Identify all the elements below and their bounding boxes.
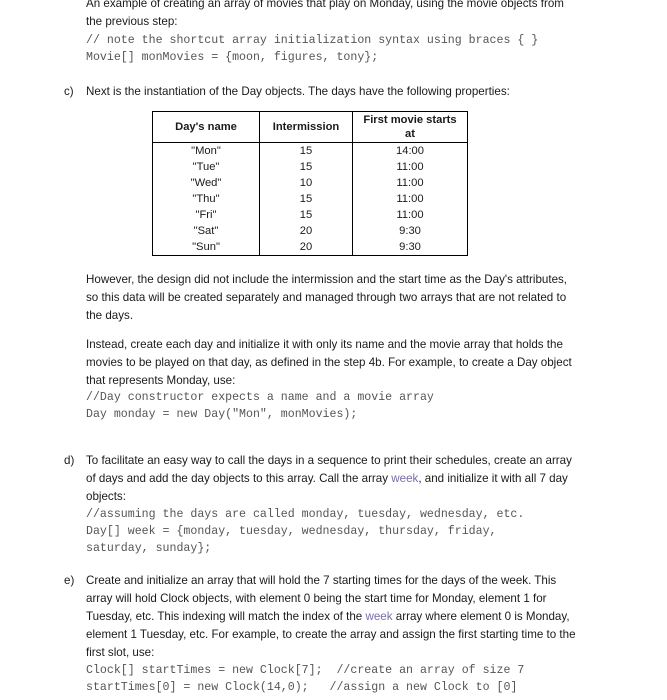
cell-day: "Tue" <box>153 159 260 175</box>
table-row <box>153 223 468 239</box>
cell-day: "Wed" <box>153 175 260 191</box>
cell-start: 9:30 <box>353 223 468 239</box>
section-e-line-3 <box>86 608 570 626</box>
para2-line-2: movies to be played on that day, as defined in the step 4b. For example, to create a Day object <box>86 356 572 369</box>
section-e-line-3-text: Tuesday, etc. This indexing will match the index of the <box>86 610 366 623</box>
section-e-line-3-end: array where element 0 is Monday, <box>392 610 570 623</box>
section-d-letter: d) <box>64 454 75 467</box>
section-d-line-1: To facilitate an easy way to call the days in a sequence to print their schedules, create an array <box>86 454 572 467</box>
cell-day: "Thu" <box>153 191 260 207</box>
section-d-code-3: saturday, sunday}; <box>86 542 212 555</box>
cell-intermission: 20 <box>260 239 353 256</box>
cell-day: "Sat" <box>153 223 260 239</box>
cell-start: 11:00 <box>353 159 468 175</box>
section-c-code-1: //Day constructor expects a name and a movie array <box>86 391 434 404</box>
section-c-code-2: Day monday = new Day("Mon", monMovies); <box>86 408 358 421</box>
week-keyword: week <box>391 472 419 485</box>
section-c-text: Next is the instantiation of the Day objects. The days have the following properties: <box>86 85 510 98</box>
cell-start: 11:00 <box>353 207 468 223</box>
cell-intermission: 15 <box>260 143 353 160</box>
section-c-letter: c) <box>64 85 74 98</box>
section-e-line-4: element 1 Tuesday, etc. For example, to create the array and assign the first starting time to the <box>86 628 576 641</box>
cell-day: "Fri" <box>153 207 260 223</box>
intro-code-2: Movie[] monMovies = {moon, figures, tony}; <box>86 51 379 64</box>
cell-start: 11:00 <box>353 175 468 191</box>
cell-start: 9:30 <box>353 239 468 256</box>
section-d-code-2: Day[] week = {monday, tuesday, wednesday, thursday, friday, <box>86 525 497 538</box>
cell-intermission: 15 <box>260 191 353 207</box>
section-d-line-3: objects: <box>86 490 126 503</box>
para1-line-3: the days. <box>86 309 134 322</box>
intro-line-1: An example of creating an array of movies that play on Monday, using the movie objects from <box>86 0 564 10</box>
para1-line-2: so this data will be created separately and managed through two arrays that are not related to <box>86 291 567 304</box>
header-day-name: Day's name <box>153 112 260 143</box>
table-row <box>153 191 468 207</box>
para1-line-1: However, the design did not include the intermission and the start time as the Day's attributes, <box>86 273 568 286</box>
section-e-code-1: Clock[] startTimes = new Clock[7]; //create an array of size 7 <box>86 664 525 677</box>
cell-day: "Sun" <box>153 239 260 256</box>
cell-intermission: 20 <box>260 223 353 239</box>
section-e-code-2: startTimes[0] = new Clock(14,0); //assign a new Clock to [0] <box>86 681 518 694</box>
header-intermission: Intermission <box>260 112 353 143</box>
table-row <box>153 239 468 256</box>
table-header-row <box>153 112 468 143</box>
section-d-line-2 <box>86 470 568 488</box>
para2-line-3: that represents Monday, use: <box>86 374 236 387</box>
table-row <box>153 143 468 160</box>
table-row <box>153 207 468 223</box>
intro-code-1: // note the shortcut array initialization syntax using braces { } <box>86 34 539 47</box>
section-e-letter: e) <box>64 574 75 587</box>
section-e-line-1: Create and initialize an array that will hold the 7 starting times for the days of the week. This <box>86 574 557 587</box>
cell-day: "Mon" <box>153 143 260 160</box>
cell-intermission: 15 <box>260 159 353 175</box>
header-first-movie: First movie starts at <box>353 112 468 143</box>
cell-intermission: 10 <box>260 175 353 191</box>
table-row <box>153 159 468 175</box>
section-e-line-5: first slot, use: <box>86 646 155 659</box>
intro-line-2: the previous step: <box>86 15 178 28</box>
section-d-line-2-end: , and initialize it with all 7 day <box>418 472 568 485</box>
section-e-line-2: array will hold Clock objects, with element 0 being the start time for Monday, element 1 for <box>86 592 547 605</box>
cell-start: 14:00 <box>353 143 468 160</box>
week-keyword-e: week <box>365 610 393 623</box>
para2-line-1: Instead, create each day and initialize it with only its name and the movie array that holds the <box>86 338 563 351</box>
cell-intermission: 15 <box>260 207 353 223</box>
section-d-code-1: //assuming the days are called monday, tuesday, wednesday, etc. <box>86 508 525 521</box>
days-table <box>152 111 468 256</box>
section-d-line-2-text: of days and add the day objects to this array. Call the array <box>86 472 392 485</box>
cell-start: 11:00 <box>353 191 468 207</box>
table-row <box>153 175 468 191</box>
